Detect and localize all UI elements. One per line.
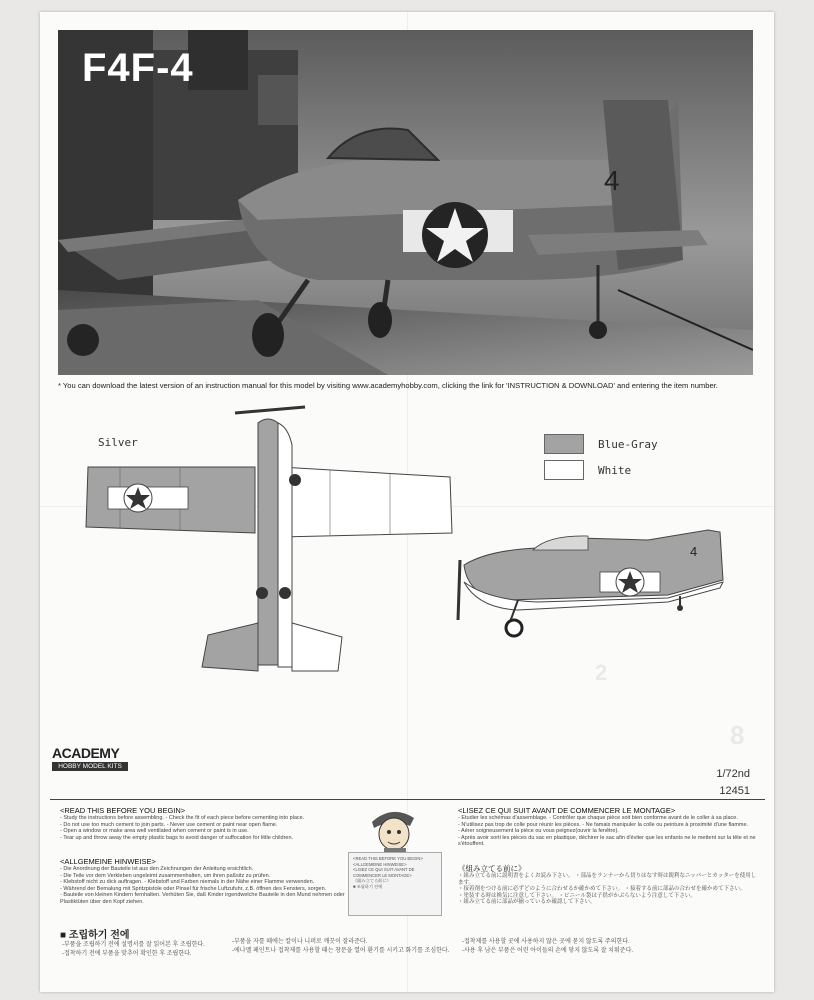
card-line: <ALLGEMEINE HINWEISE> [353, 861, 407, 867]
warning-line: - Etudier les schémas d'assemblage. - Contrôler que chaque pièce soit bien conforme avant de le coller à sa place. [458, 815, 738, 821]
japanese-section [458, 864, 758, 906]
legend-blue-gray [544, 434, 658, 454]
brand-tagline: HOBBY MODEL KITS [52, 762, 128, 771]
warning-line: - Die Anordnung der Bauteile ist aus den Zeichnungen der Anleitung ersichtlich. [60, 866, 254, 872]
read-before-section [60, 806, 350, 841]
japanese-heading: 《組み立てる前に》 [458, 864, 526, 873]
korean-lines-left [62, 941, 205, 959]
warning-line: ・組み立てる前に部品が揃っているか確認して下さい。 [458, 899, 596, 906]
plan-view-diagram [80, 405, 460, 685]
warning-line: - Klebstoff nicht zu dick auftragen. - Klebstoff und Farben niemals in der Nähe einer Flamme verwenden. [60, 879, 315, 886]
scale-label: 1/72nd [716, 768, 750, 780]
warning-line: - Tear up and throw away the empty plastic bags to avoid danger of suffocation for little children. [60, 834, 294, 841]
lisez-section [458, 806, 758, 848]
legend-white [544, 460, 631, 480]
warning-line: - Open a window or make area well ventilated when cement or paint is in use. [60, 828, 249, 835]
item-number: 12451 [719, 785, 750, 797]
show-through-mark: 8 [730, 720, 745, 750]
lisez-heading: <LISEZ CE QUI SUIT AVANT DE COMMENCER LE MONTAGE> [458, 806, 676, 815]
academy-logo [52, 745, 128, 771]
warning-line: -부품을 조립하기 전에 설명서를 잘 읽어본 후 조립한다. [62, 942, 205, 948]
korean-lines-middle [232, 938, 449, 956]
section-divider [50, 799, 765, 800]
warning-line: - Aérer soigneusement la pièce ou vous peignez(ouvrir la fenêtre). [458, 828, 619, 835]
card-line: 《組み立てる前に》 [353, 878, 391, 883]
legend-label: White [598, 463, 632, 477]
side-view-diagram [448, 520, 738, 655]
card-line: ■ 조립하기 전에 [353, 883, 383, 889]
legend-label: Blue-Gray [598, 437, 658, 451]
warning-line: -접착하기 전에 부품을 맞추어 확인한 후 조립한다. [62, 951, 192, 957]
legend-swatch-blue-gray [544, 434, 584, 454]
warning-line: - Study the instructions before assembling. - Check the fit of each piece before cementing into place. [60, 815, 305, 821]
allgemeine-heading: <ALLGEMEINE HINWEISE> [60, 857, 156, 866]
legend-swatch-white [544, 460, 584, 480]
plan-view-drawing [80, 405, 460, 680]
silver-callout: Silver [98, 436, 138, 449]
brand-name: ACADEMY [52, 745, 120, 761]
warning-line: - Do not use too much cement to join parts. - Never use cement or paint near open flame. [60, 821, 278, 828]
card-line: <LISEZ CE QUI SUIT AVANT DE COMMENCER LE MONTAGE> [353, 867, 415, 878]
warning-line: -부품을 자를 때에는 칼이나 니퍼로 깨끗이 잘라준다. [232, 939, 368, 945]
side-view-drawing [448, 520, 738, 650]
warning-line: - Während der Bemalung mit Spritzpistole oder Pinsel für frische Luftzufuhr, z.B. öffnen des Fensters, sorgen. [60, 885, 327, 892]
model-title: F4F-4 [82, 46, 194, 90]
card-line: <READ THIS BEFORE YOU BEGIN> [353, 856, 423, 861]
warning-line: ・組み立てる前に説明書をよくお読み下さい。 ・部品をランナーから切りはなす時は鋭利なニッパーとカッターを使用します。 [458, 873, 757, 886]
warning-line: -에나멜 페인트나 접착제를 사용할 때는 창문을 열어 환기를 시키고 화기를 조심한다. [232, 948, 450, 954]
side-tail-number: 4 [690, 544, 698, 559]
warning-line: - Après avoir sorti les pièces du sac en plastique, déchirer le sac afin d'éviter que les enfants ne le mettent sur la tête et ne s'étouffent. [458, 834, 756, 848]
mascot-sign-card [348, 852, 442, 916]
mascot-illustration [362, 804, 422, 856]
warning-line: -사용 후 남은 부품은 어린 아이들의 손에 닿지 않도록 잘 치워준다. [462, 948, 634, 954]
warning-line: ・塗装する時は換気に注意して下さい。 ・ビニール袋は子供がかぶらないよう注意して下さい。 [458, 892, 696, 899]
scale-and-item [716, 766, 750, 800]
korean-lines-right [462, 938, 633, 956]
read-before-heading: <READ THIS BEFORE YOU BEGIN> [60, 806, 186, 815]
warning-line: - N'utilisez pas trop de colle pour réunir les pièces. - Ne famais manipuler la colle ou peinture à proximité d'une flamme. [458, 821, 749, 828]
download-note: * You can download the latest version of an instruction manual for this model by visiting www.academyhobby.com, clicking the link for 'INSTRUCTION & DOWNLOAD' and entering the item number. [58, 381, 718, 390]
korean-heading: ■ 조립하기 전에 [60, 930, 130, 941]
warning-line: ・接着剤をつける前に必ずどのように合わせるか確かめて下さい。 ・接着する前に部品の合わせを確かめて下さい。 [458, 886, 746, 893]
warning-line: - Die Teile vor dem Verkleben ungeleimt zusammenhalten, um ihren paßsitz zu prüfen. [60, 872, 271, 879]
warning-line: -접착제를 사용할 곳에 사용하지 않은 곳에 묻지 않도록 주의한다. [462, 939, 630, 945]
svg-text:4: 4 [604, 165, 620, 196]
warning-line: - Bauteile von kleinen Kindern fernhalten. Verhüten Sie, daß Kinder irgendwelche Bauteile in den Mund nehmen oder Plastiktüten über den Kopf ziehen. [60, 892, 345, 905]
show-through-mark: 2 [595, 660, 608, 685]
allgemeine-section [60, 857, 350, 906]
